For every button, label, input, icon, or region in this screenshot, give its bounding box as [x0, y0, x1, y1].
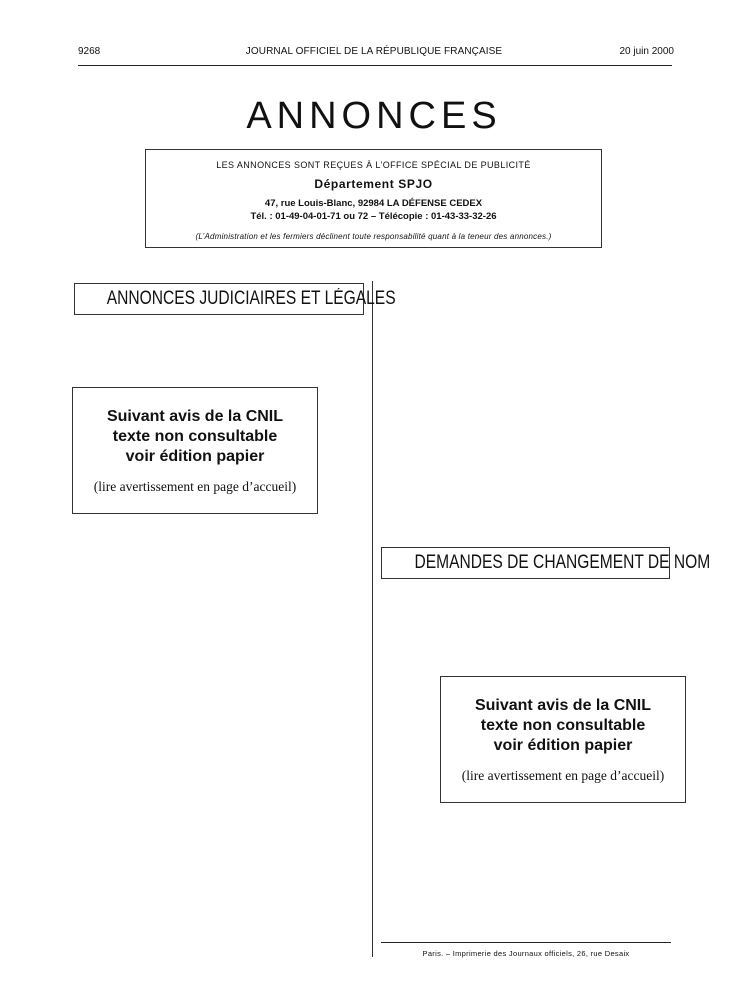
journal-title: JOURNAL OFFICIEL DE LA RÉPUBLIQUE FRANÇAISE	[245, 46, 503, 57]
cnil-notice-note: (lire avertissement en page d’accueil)	[93, 479, 297, 494]
page-number: 9268	[78, 46, 101, 57]
printer-footer: Paris. – Imprimerie des Journaux officiels, 26, rue Desaix	[422, 949, 630, 958]
info-address: 47, rue Louis-Blanc, 92984 LA DÉFENSE CEDEX	[264, 198, 483, 209]
section-header-judiciaires	[74, 283, 396, 315]
info-reception-line: LES ANNONCES SONT REÇUES À L’OFFICE SPÉCIAL DE PUBLICITÉ	[216, 160, 531, 170]
column-divider	[372, 281, 373, 957]
info-phone: Tél. : 01-49-04-01-71 ou 72 – Télécopie : 01-43-33-32-26	[250, 211, 497, 222]
issue-date: 20 juin 2000	[619, 46, 674, 57]
section-changement-nom-label: DEMANDES DE CHANGEMENT DE NOM	[414, 552, 711, 573]
page-title: ANNONCES	[246, 95, 502, 137]
header-rule	[78, 65, 672, 66]
cnil-notice-box	[72, 387, 318, 514]
cnil-notice-line2: texte non consultable	[112, 428, 278, 445]
cnil-notice-line3: voir édition papier	[125, 448, 265, 465]
cnil-notice-box	[440, 676, 686, 803]
cnil-notice-line1: Suivant avis de la CNIL	[474, 697, 652, 714]
info-department: Département SPJO	[314, 177, 433, 191]
cnil-notice-line3: voir édition papier	[493, 737, 633, 754]
section-judiciaires-label: ANNONCES JUDICIAIRES ET LÉGALES	[106, 288, 396, 309]
cnil-notice-line2: texte non consultable	[480, 717, 646, 734]
footer-rule	[381, 942, 671, 943]
section-header-changement-nom	[381, 547, 711, 579]
info-disclaimer: (L’Administration et les fermiers déclinent toute responsabilité quant à la teneur des annonces.)	[195, 232, 552, 241]
info-box	[145, 149, 602, 248]
cnil-notice-line1: Suivant avis de la CNIL	[106, 408, 284, 425]
cnil-notice-note: (lire avertissement en page d’accueil)	[461, 768, 665, 783]
